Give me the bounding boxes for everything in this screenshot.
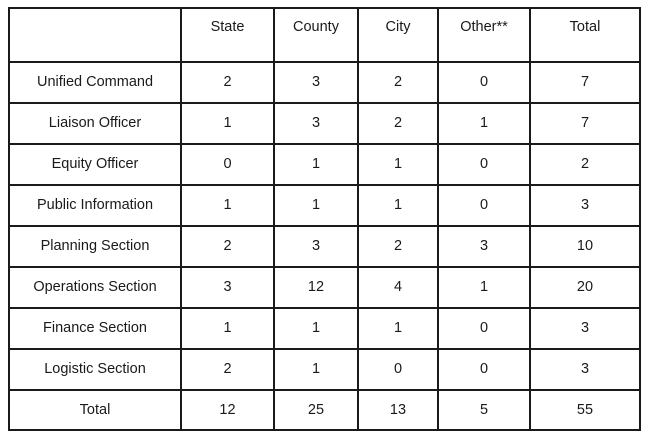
- cell-total: 3: [530, 185, 640, 226]
- table-row: [9, 349, 640, 390]
- column-header-total: Total: [530, 8, 640, 62]
- corner-cell: [9, 8, 181, 62]
- cell-city: 2: [358, 103, 438, 144]
- cell-other: 0: [438, 62, 530, 103]
- cell-total: 7: [530, 62, 640, 103]
- row-label: Total: [9, 390, 181, 430]
- row-label: Logistic Section: [9, 349, 181, 390]
- table-row: [9, 62, 640, 103]
- cell-state: 3: [181, 267, 274, 308]
- staffing-table: [8, 7, 641, 431]
- cell-other: 0: [438, 185, 530, 226]
- cell-county: 1: [274, 349, 358, 390]
- cell-county: 12: [274, 267, 358, 308]
- cell-other: 3: [438, 226, 530, 267]
- row-label: Planning Section: [9, 226, 181, 267]
- cell-county: 1: [274, 144, 358, 185]
- cell-other: 1: [438, 103, 530, 144]
- cell-county: 1: [274, 185, 358, 226]
- column-header-county: County: [274, 8, 358, 62]
- cell-county: 3: [274, 226, 358, 267]
- header-row: [9, 8, 640, 62]
- cell-state: 1: [181, 308, 274, 349]
- cell-county: 3: [274, 103, 358, 144]
- table-row: [9, 103, 640, 144]
- column-header-state: State: [181, 8, 274, 62]
- cell-total: 20: [530, 267, 640, 308]
- cell-city: 2: [358, 62, 438, 103]
- column-header-city: City: [358, 8, 438, 62]
- table-row: [9, 226, 640, 267]
- cell-other: 5: [438, 390, 530, 430]
- cell-city: 1: [358, 144, 438, 185]
- table-row: [9, 185, 640, 226]
- column-header-other: Other**: [438, 8, 530, 62]
- cell-city: 0: [358, 349, 438, 390]
- cell-total: 2: [530, 144, 640, 185]
- cell-county: 1: [274, 308, 358, 349]
- cell-state: 2: [181, 349, 274, 390]
- cell-city: 13: [358, 390, 438, 430]
- cell-state: 12: [181, 390, 274, 430]
- cell-state: 1: [181, 185, 274, 226]
- cell-total: 3: [530, 349, 640, 390]
- table-row: [9, 267, 640, 308]
- cell-state: 2: [181, 226, 274, 267]
- row-label: Liaison Officer: [9, 103, 181, 144]
- cell-total: 55: [530, 390, 640, 430]
- cell-state: 1: [181, 103, 274, 144]
- cell-city: 1: [358, 185, 438, 226]
- cell-county: 25: [274, 390, 358, 430]
- cell-state: 2: [181, 62, 274, 103]
- cell-city: 1: [358, 308, 438, 349]
- cell-total: 10: [530, 226, 640, 267]
- cell-city: 2: [358, 226, 438, 267]
- cell-state: 0: [181, 144, 274, 185]
- row-label: Unified Command: [9, 62, 181, 103]
- row-label: Public Information: [9, 185, 181, 226]
- cell-other: 0: [438, 308, 530, 349]
- table-row: [9, 144, 640, 185]
- cell-other: 1: [438, 267, 530, 308]
- cell-city: 4: [358, 267, 438, 308]
- table-row: [9, 308, 640, 349]
- cell-total: 3: [530, 308, 640, 349]
- row-label: Equity Officer: [9, 144, 181, 185]
- cell-county: 3: [274, 62, 358, 103]
- cell-other: 0: [438, 144, 530, 185]
- cell-total: 7: [530, 103, 640, 144]
- row-label: Operations Section: [9, 267, 181, 308]
- total-row: [9, 390, 640, 430]
- row-label: Finance Section: [9, 308, 181, 349]
- cell-other: 0: [438, 349, 530, 390]
